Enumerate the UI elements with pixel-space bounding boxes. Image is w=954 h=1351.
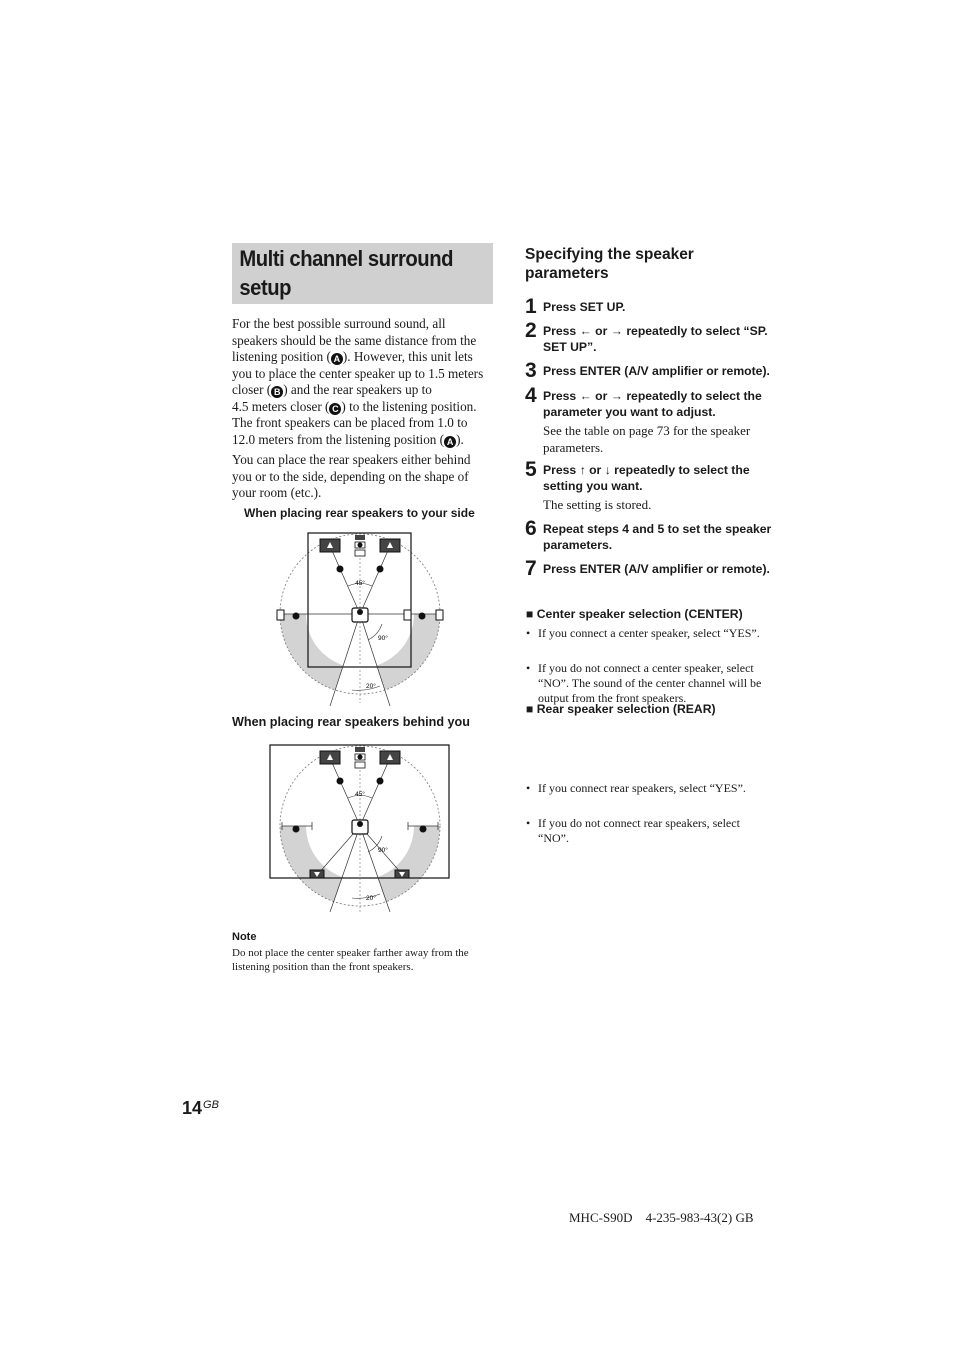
step-5: [525, 458, 795, 514]
center-speaker-heading: ■ Center speaker selection (CENTER): [526, 607, 743, 621]
center-speaker-icon: [355, 535, 365, 540]
step-text: Press ← or → repeatedly to select “SP. SET UP”.: [543, 324, 768, 354]
speaker-parameters-title: [525, 245, 694, 283]
speaker-layout-side-diagram: [268, 528, 454, 706]
diagram-1-caption: When placing rear speakers to your side: [244, 506, 475, 520]
step-number: 7: [525, 557, 537, 580]
marker-a-dot: [377, 778, 384, 785]
intro-line: 12.0 meters from the listening position ( A ).: [232, 431, 464, 447]
intro-line: you to place the center speaker up to 1.5 meters: [232, 365, 484, 381]
marker-a-badge: A: [331, 353, 343, 365]
document-footer: MHC-S90D 4-235-983-43(2) GB: [569, 1210, 754, 1225]
note-text: [232, 947, 497, 974]
marker-b-dot: [358, 543, 363, 548]
step-number: 6: [525, 517, 537, 540]
step-subtext: The setting is stored.: [543, 497, 652, 512]
angle-90-label: 90°: [378, 635, 388, 642]
center-speaker-stand: [355, 762, 365, 768]
speaker-parameters-title-line-1: Specifying the speaker: [525, 246, 694, 263]
speaker-layout-behind-diagram: [268, 742, 454, 914]
marker-b-dot: [358, 755, 363, 760]
page-number: [182, 1098, 219, 1119]
rear-left-speaker-icon: [277, 610, 284, 620]
page-title: [232, 243, 488, 302]
angle-20-label: 20°: [366, 683, 376, 690]
listener-head-icon: [357, 821, 363, 827]
center-bullet-1: • If you connect a center speaker, select “YES”.: [526, 626, 788, 641]
intro-line: listening position ( A ). However, this unit lets: [232, 349, 473, 364]
speaker-parameters-title-line-2: parameters: [525, 265, 609, 282]
angle-45-label: 45°: [355, 580, 365, 587]
step-text: Press ENTER (A/V amplifier or remote).: [543, 562, 770, 576]
rear-bullet-2: • If you do not connect rear speakers, select “NO”.: [526, 816, 788, 846]
marker-a-badge: A: [444, 436, 456, 448]
intro-line: You can place the rear speakers either behind: [232, 452, 471, 467]
angle-20-label: 20°: [366, 895, 376, 902]
intro-line: speakers should be the same distance from the: [232, 332, 477, 348]
step-text: Press SET UP.: [543, 300, 626, 314]
marker-c-dot: [419, 613, 426, 620]
intro-line: you or to the side, depending on the shape of: [232, 468, 469, 484]
intro-line: For the best possible surround sound, all: [232, 316, 446, 331]
step-number: 1: [525, 295, 537, 318]
step-text: Press ENTER (A/V amplifier or remote).: [543, 364, 770, 378]
marker-a-dot: [337, 778, 344, 785]
step-text: Press ↑ or ↓ repeatedly to select the setting you want.: [543, 463, 750, 493]
marker-c-badge: C: [329, 403, 341, 415]
intro-line: closer ( B ) and the rear speakers up to: [232, 382, 432, 397]
step-number: 4: [525, 384, 537, 407]
intro-line: your room (etc.).: [232, 485, 322, 500]
rear-bullet-1: • If you connect rear speakers, select “YES”.: [526, 781, 788, 796]
step-3: [525, 359, 795, 382]
intro-paragraph-1: [232, 316, 497, 448]
diagram-2-caption: When placing rear speakers behind you: [232, 715, 470, 729]
rear-right-outer-speaker-icon: [436, 610, 443, 620]
angle-90-label: 90°: [378, 847, 388, 854]
marker-c-dot: [293, 826, 300, 833]
page-title-line-2: setup: [239, 275, 292, 300]
marker-c-dot: [293, 613, 300, 620]
step-number: 5: [525, 458, 537, 481]
step-7: [525, 557, 795, 580]
rear-right-speaker-icon: [404, 610, 411, 620]
note-line: listening position than the front speakers.: [232, 960, 414, 973]
step-number: 2: [525, 319, 537, 342]
angle-45-label: 45°: [355, 791, 365, 798]
center-bullet-2: • If you do not connect a center speaker, select “NO”. The sound of the center channel will be output from the front speakers.: [526, 661, 788, 706]
step-6: [525, 517, 795, 553]
intro-paragraph-2: [232, 452, 497, 502]
step-4: [525, 384, 795, 456]
step-1: [525, 295, 795, 318]
step-text: Repeat steps 4 and 5 to set the speaker parameters.: [543, 522, 772, 552]
page-number-value: 14: [182, 1098, 203, 1118]
intro-line: The front speakers can be placed from 1.0 to: [232, 415, 468, 430]
center-speaker-stand: [355, 550, 365, 556]
section-title-box: [232, 243, 493, 304]
marker-c-dot: [420, 826, 427, 833]
marker-a-dot: [337, 566, 344, 573]
listener-head-icon: [357, 609, 363, 615]
page-number-suffix: GB: [203, 1099, 219, 1111]
intro-line: 4.5 meters closer ( C ) to the listening position.: [232, 398, 477, 414]
center-speaker-icon: [355, 747, 365, 752]
rear-speaker-heading: ■ Rear speaker selection (REAR): [526, 702, 716, 716]
step-number: 3: [525, 359, 537, 382]
page-title-line-1: Multi channel surround: [239, 246, 454, 271]
note-line: Do not place the center speaker farther away from the: [232, 947, 469, 959]
marker-a-dot: [377, 566, 384, 573]
step-subtext: See the table on page 73 for the speaker parameters.: [543, 423, 751, 455]
step-2: [525, 319, 795, 355]
step-text: Press ← or → repeatedly to select the parameter you want to adjust.: [543, 389, 762, 419]
marker-b-badge: B: [271, 386, 283, 398]
note-heading: Note: [232, 931, 257, 943]
